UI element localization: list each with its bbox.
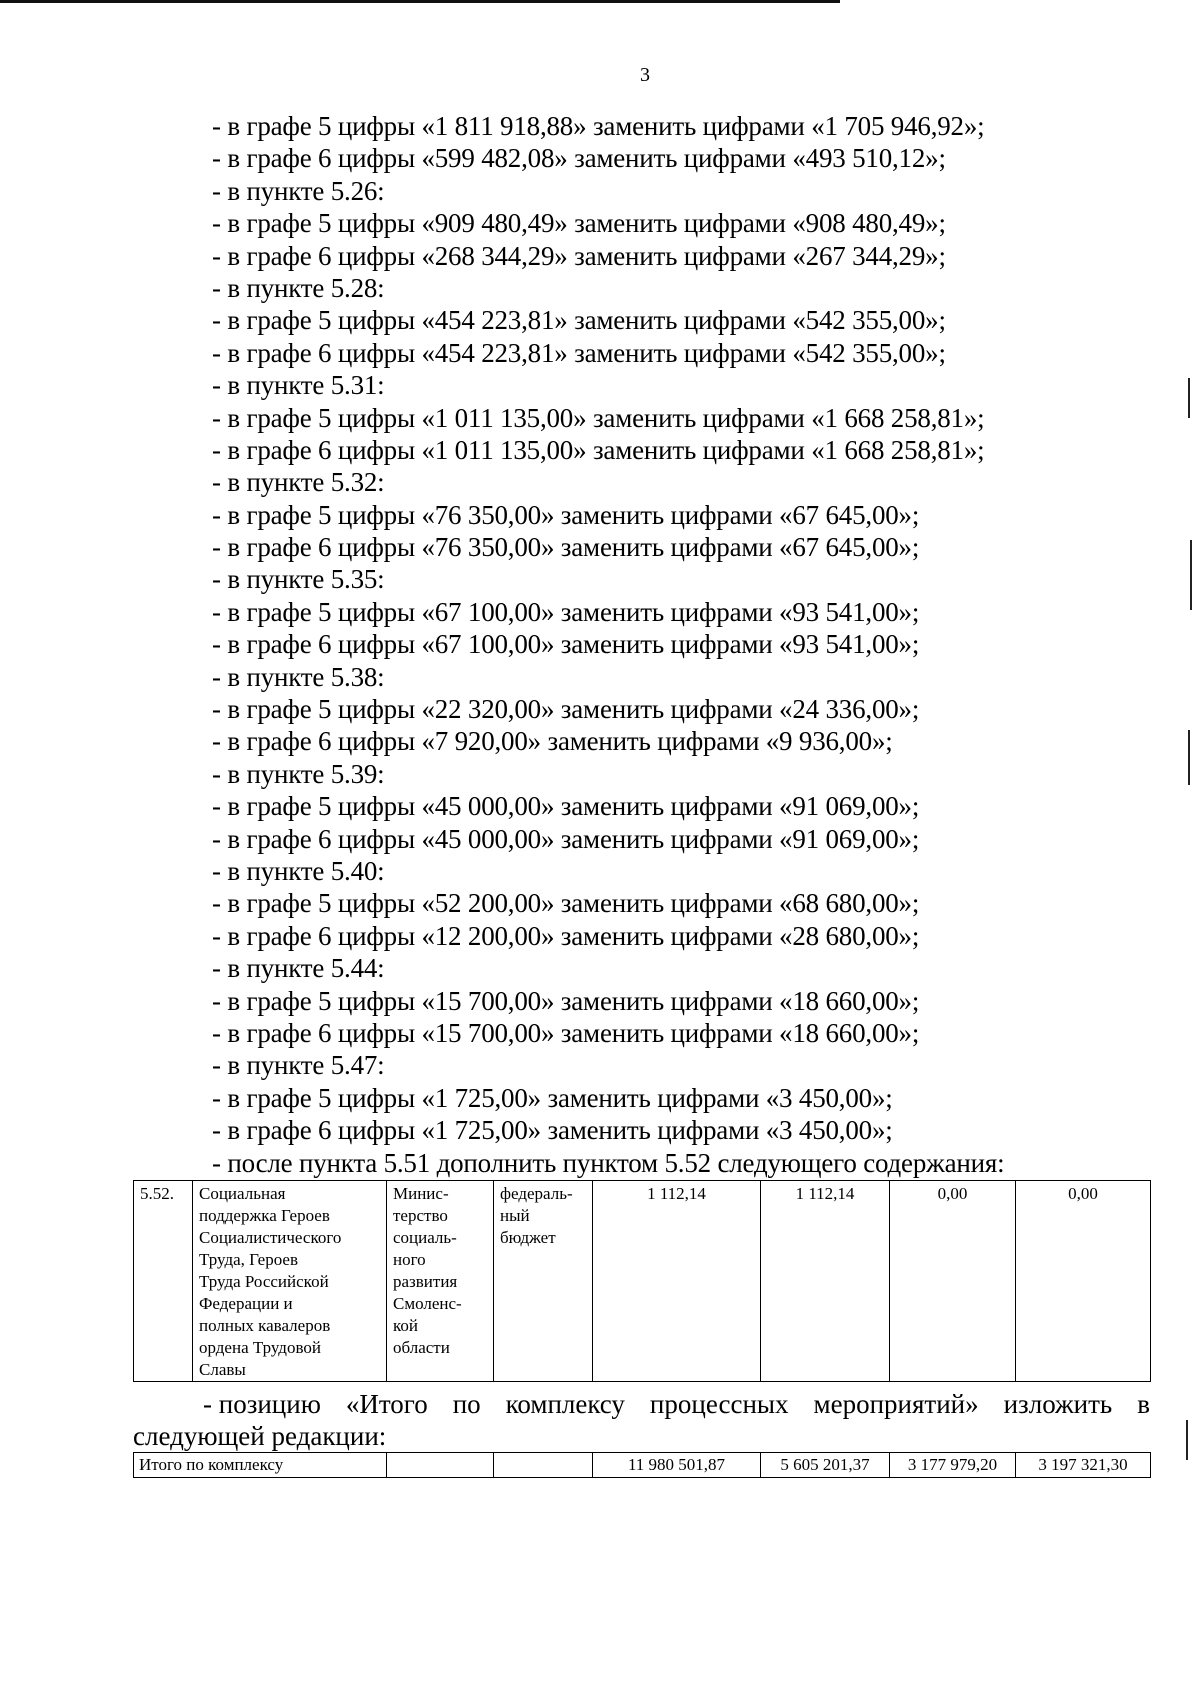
cell-line: ордена Трудовой	[199, 1338, 321, 1357]
cell-line: федераль-	[500, 1184, 573, 1203]
page-number: 3	[640, 64, 650, 86]
amendment-line: - в пункте 5.38:	[212, 661, 385, 692]
amendment-line: - в графе 6 цифры «45 000,00» заменить цифрами «91 069,00»;	[212, 823, 920, 854]
amendment-line: - в графе 6 цифры «1 011 135,00» заменить цифрами «1 668 258,81»;	[212, 434, 985, 465]
paragraph-word: в	[1137, 1389, 1150, 1419]
amendment-line: - в графе 5 цифры «15 700,00» заменить цифрами «18 660,00»;	[212, 985, 920, 1016]
item-name	[193, 1181, 387, 1382]
amendment-line: - в графе 6 цифры «454 223,81» заменить цифрами «542 355,00»;	[212, 337, 946, 368]
item-year2: 0,00	[890, 1181, 1016, 1382]
total-label: Итого по комплексу	[134, 1453, 387, 1478]
cell-line: полных кавалеров	[199, 1316, 331, 1335]
amendment-line: - в графе 6 цифры «15 700,00» заменить цифрами «18 660,00»;	[212, 1017, 920, 1048]
item-total: 1 112,14	[593, 1181, 761, 1382]
total-table	[133, 1452, 1151, 1478]
paragraph-word: изложить	[1003, 1389, 1113, 1419]
paragraph-word: по	[452, 1389, 481, 1419]
amendment-line: - в графе 5 цифры «67 100,00» заменить цифрами «93 541,00»;	[212, 596, 920, 627]
amendment-line: - в графе 6 цифры «599 482,08» заменить цифрами «493 510,12»;	[212, 143, 946, 174]
total-year1: 5 605 201,37	[761, 1453, 890, 1478]
position-paragraph-line1	[133, 1388, 1150, 1420]
paragraph-word: мероприятий»	[813, 1389, 979, 1419]
cell-line: области	[393, 1338, 450, 1357]
amendment-line: - в графе 6 цифры «7 920,00» заменить цифрами «9 936,00»;	[212, 726, 893, 757]
amendment-line: - в графе 5 цифры «1 811 918,88» заменить цифрами «1 705 946,92»;	[212, 111, 985, 141]
paragraph-word: - позицию	[203, 1389, 321, 1419]
paragraph-word: «Итого	[345, 1389, 428, 1419]
item-year1: 1 112,14	[761, 1181, 890, 1382]
item-funding-source	[494, 1181, 593, 1382]
cell-line: ный	[500, 1206, 530, 1225]
position-paragraph	[133, 1388, 1150, 1452]
cell-line: Минис-	[393, 1184, 449, 1203]
cell-line: Труда Российской	[199, 1272, 329, 1291]
amendment-line: - в графе 6 цифры «67 100,00» заменить цифрами «93 541,00»;	[212, 629, 920, 660]
amendment-line: - в пункте 5.47:	[212, 1050, 385, 1081]
margin-scan-mark	[1188, 730, 1190, 785]
new-item-table	[133, 1180, 1151, 1382]
scan-edge-line	[0, 0, 840, 3]
amendment-line: - в пункте 5.39:	[212, 758, 385, 789]
item-executor	[387, 1181, 494, 1382]
table-row	[134, 1453, 1151, 1478]
amendment-line: - в пункте 5.26:	[212, 175, 385, 206]
amendment-line: - в пункте 5.31:	[212, 370, 385, 401]
cell-line: Социальная	[199, 1184, 286, 1203]
table-row	[134, 1181, 1151, 1382]
amendment-line: - в пункте 5.32:	[212, 467, 385, 498]
amendment-line: - в графе 5 цифры «1 725,00» заменить цифрами «3 450,00»;	[212, 1082, 893, 1113]
cell-line: ного	[393, 1250, 426, 1269]
amendment-line: - в графе 5 цифры «76 350,00» заменить цифрами «67 645,00»;	[212, 499, 920, 530]
margin-scan-mark	[1190, 540, 1192, 610]
amendment-line: - в графе 5 цифры «909 480,49» заменить цифрами «908 480,49»;	[212, 208, 946, 239]
margin-scan-mark	[1186, 1420, 1188, 1460]
cell-line: развития	[393, 1272, 458, 1291]
cell-line: терство	[393, 1206, 448, 1225]
amendment-line: - в пункте 5.40:	[212, 855, 385, 886]
amendment-line: - в пункте 5.35:	[212, 564, 385, 595]
amendments-list	[212, 110, 1004, 1179]
total-year3: 3 197 321,30	[1016, 1453, 1151, 1478]
cell-line: Социалистического	[199, 1228, 342, 1247]
item-year3: 0,00	[1016, 1181, 1151, 1382]
cell-line: бюджет	[500, 1228, 556, 1247]
cell-line: Труда, Героев	[199, 1250, 298, 1269]
amendment-line: - в графе 6 цифры «268 344,29» заменить цифрами «267 344,29»;	[212, 240, 946, 271]
cell-line: Федерации и	[199, 1294, 293, 1313]
position-paragraph-line2: следующей редакции:	[133, 1421, 387, 1451]
amendment-line: - в графе 6 цифры «12 200,00» заменить цифрами «28 680,00»;	[212, 920, 920, 951]
total-sum: 11 980 501,87	[593, 1453, 761, 1478]
total-col2	[387, 1453, 494, 1478]
amendment-line: - после пункта 5.51 дополнить пунктом 5.52 следующего содержания:	[212, 1147, 1005, 1178]
cell-line: социаль-	[393, 1228, 457, 1247]
total-year2: 3 177 979,20	[890, 1453, 1016, 1478]
amendment-line: - в графе 5 цифры «52 200,00» заменить цифрами «68 680,00»;	[212, 888, 920, 919]
margin-scan-mark	[1188, 378, 1190, 418]
amendment-line: - в пункте 5.28:	[212, 272, 385, 303]
total-col3	[494, 1453, 593, 1478]
amendment-line: - в графе 5 цифры «1 011 135,00» заменить цифрами «1 668 258,81»;	[212, 402, 985, 433]
cell-line: поддержка Героев	[199, 1206, 330, 1225]
amendment-line: - в графе 6 цифры «1 725,00» заменить цифрами «3 450,00»;	[212, 1115, 893, 1146]
cell-line: Славы	[199, 1360, 246, 1379]
cell-line: кой	[393, 1316, 418, 1335]
amendment-line: - в графе 5 цифры «22 320,00» заменить цифрами «24 336,00»;	[212, 694, 920, 725]
amendment-line: - в пункте 5.44:	[212, 953, 385, 984]
cell-line: Смоленс-	[393, 1294, 462, 1313]
amendment-line: - в графе 5 цифры «45 000,00» заменить цифрами «91 069,00»;	[212, 791, 920, 822]
paragraph-word: комплексу	[505, 1389, 625, 1419]
item-number: 5.52.	[134, 1181, 193, 1382]
amendment-line: - в графе 6 цифры «76 350,00» заменить цифрами «67 645,00»;	[212, 532, 920, 563]
amendment-line: - в графе 5 цифры «454 223,81» заменить цифрами «542 355,00»;	[212, 305, 946, 336]
paragraph-word: процессных	[649, 1389, 789, 1419]
